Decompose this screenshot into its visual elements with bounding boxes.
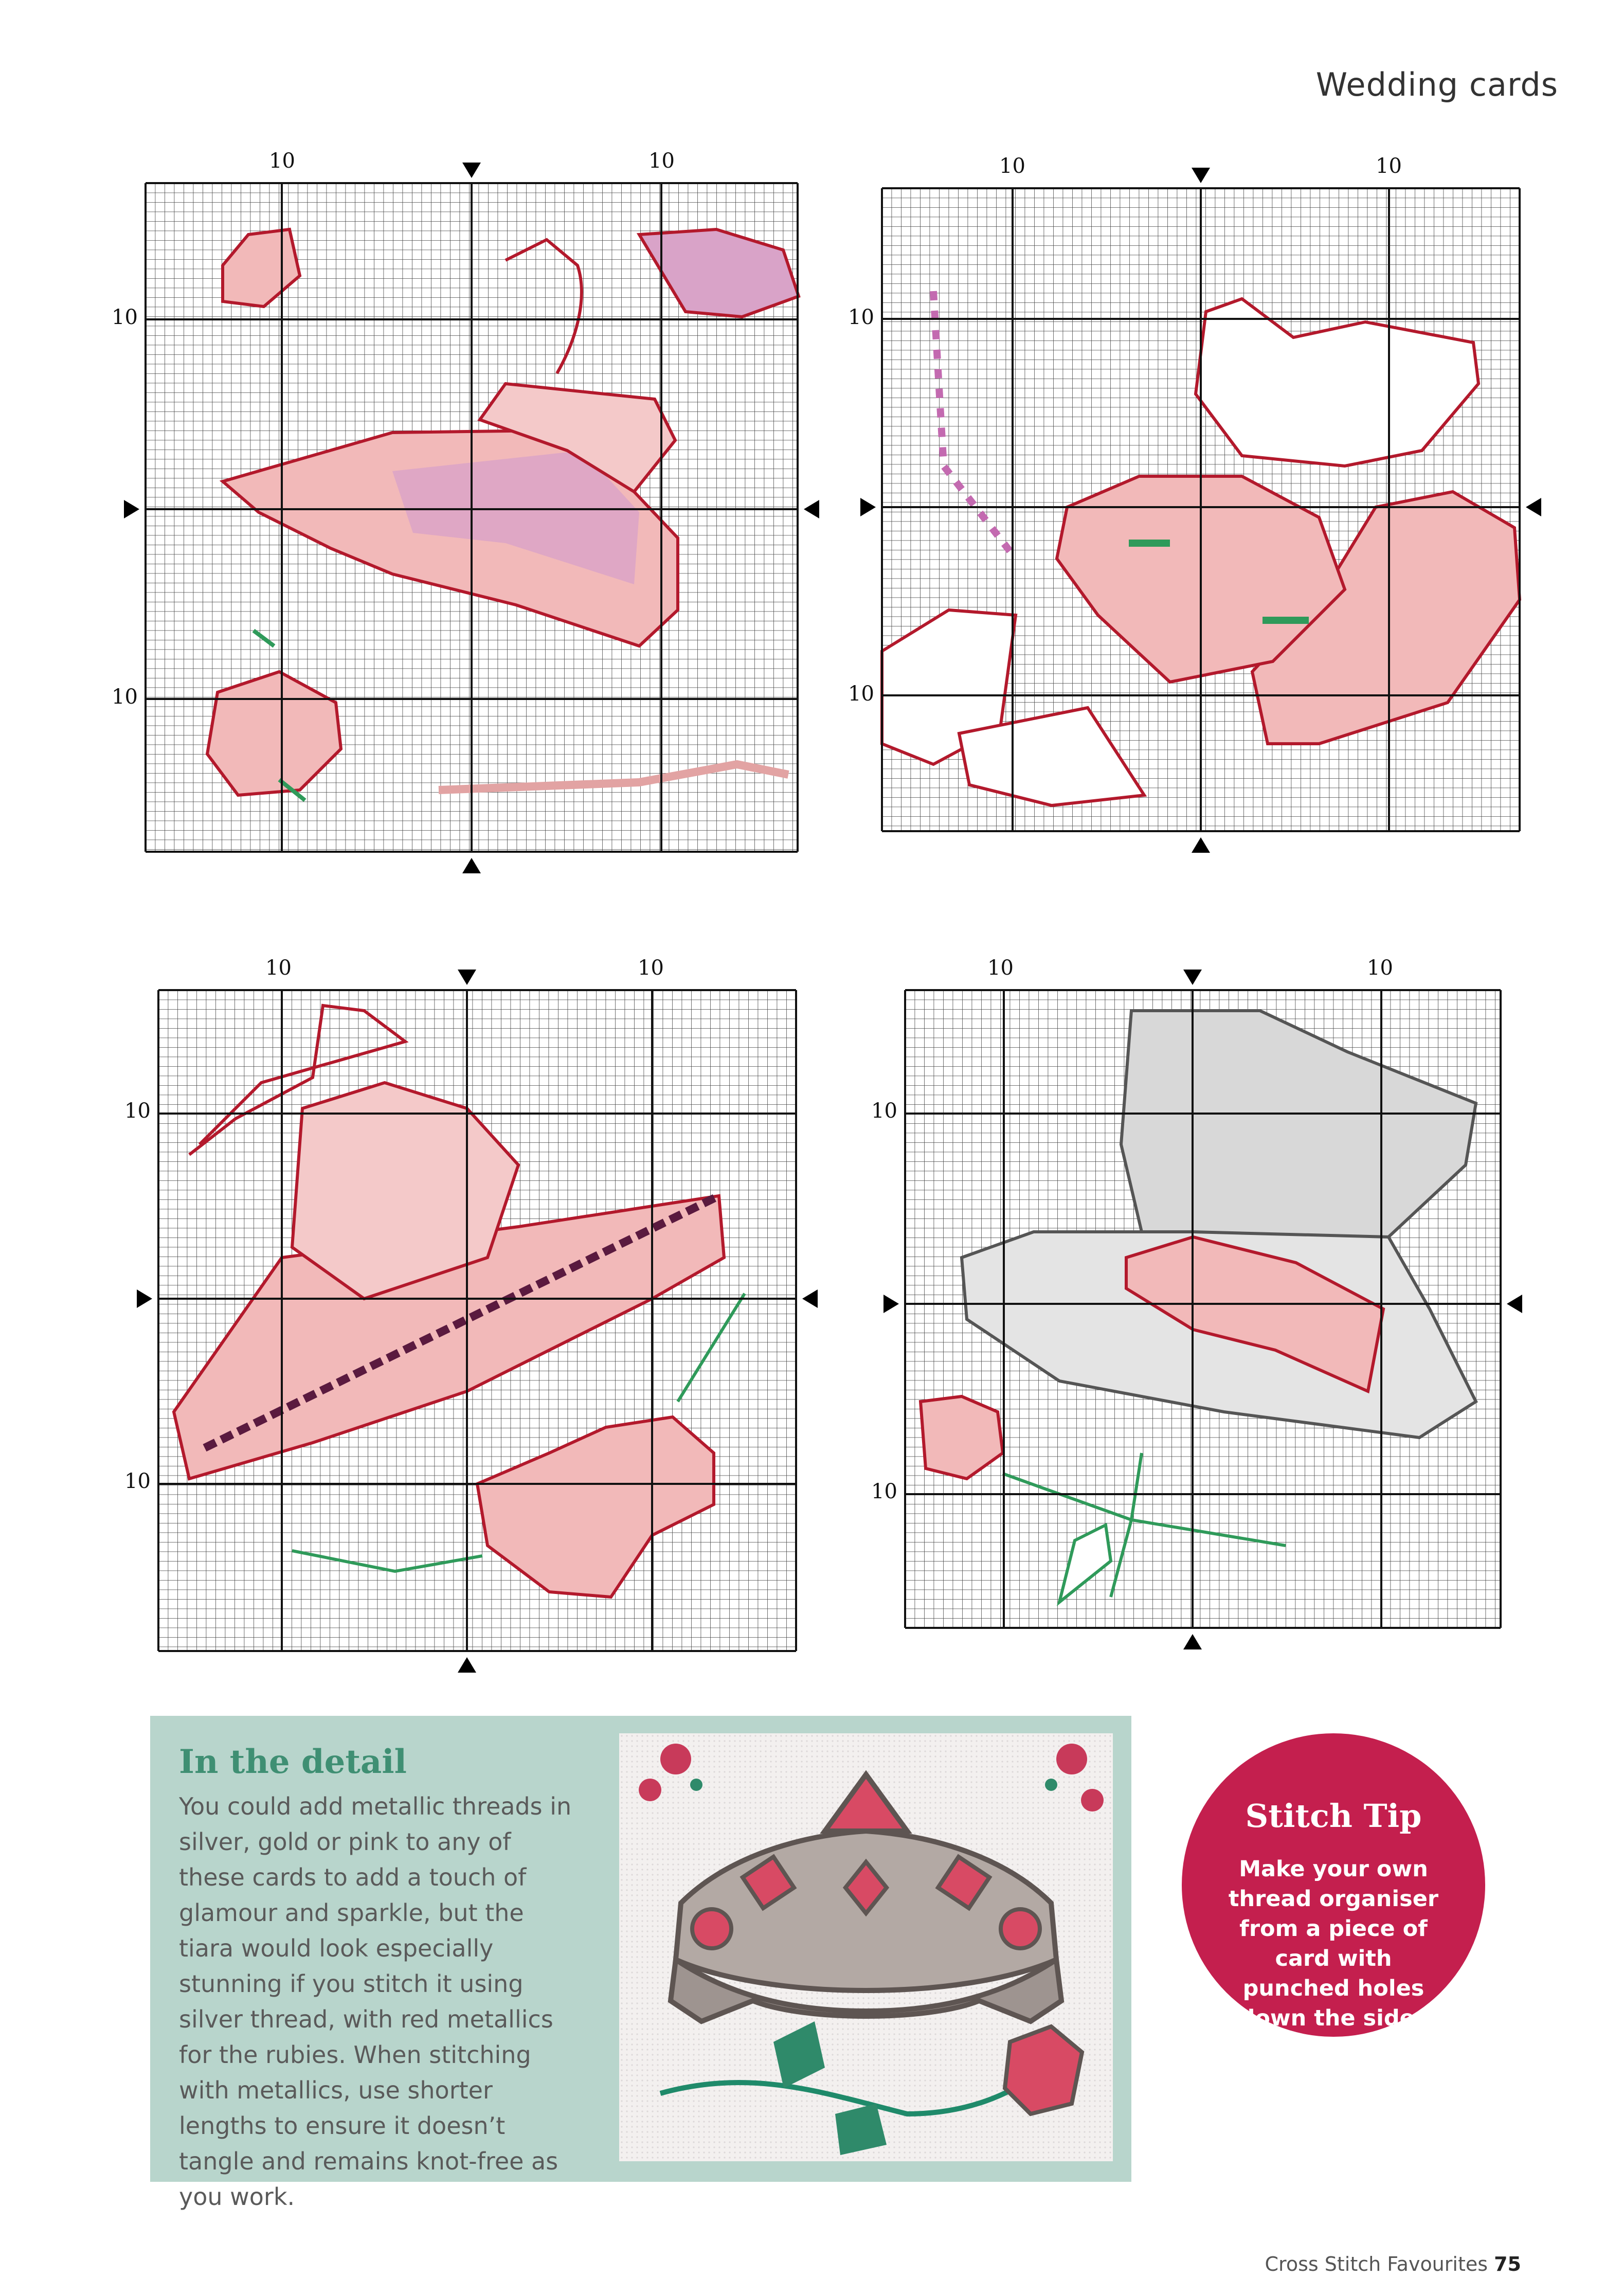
stitch-tip-badge: [1182, 1733, 1485, 2037]
axis-label: 10: [848, 306, 874, 329]
center-marker-bottom: [462, 858, 481, 873]
center-marker-left: [883, 1295, 899, 1313]
page-number: 75: [1494, 2253, 1521, 2275]
chart-grid: [158, 990, 796, 1651]
axis-label: 10: [124, 1469, 151, 1493]
chart-grid: [146, 183, 798, 852]
tip-title: Stitch Tip: [1245, 1797, 1422, 1835]
axis-label: 10: [848, 682, 874, 706]
tiara-photo: [619, 1733, 1113, 2161]
ruby: [692, 1909, 731, 1948]
axis-label: 10: [265, 956, 292, 980]
center-marker-top: [462, 163, 481, 178]
center-marker-left: [124, 500, 139, 518]
magazine-name: Cross Stitch Favourites: [1265, 2253, 1494, 2275]
axis-label: 10: [124, 1099, 151, 1123]
tiara-illustration: [619, 1733, 1113, 2161]
chart-grid: [882, 188, 1520, 831]
center-marker-left: [860, 498, 876, 516]
axis-label: 10: [1367, 956, 1393, 980]
center-marker-top: [1192, 168, 1210, 183]
axis-label: 10: [871, 1099, 897, 1123]
center-marker-right: [802, 1289, 818, 1308]
detail-title: In the detail: [179, 1743, 407, 1781]
tip-body: Make your own thread organiser from a piece of card with punched holes down the sides: [1228, 1856, 1439, 2031]
axis-label: 10: [638, 956, 664, 980]
chart-grid: [905, 990, 1501, 1628]
ruby: [1001, 1909, 1040, 1948]
center-marker-right: [804, 500, 819, 518]
section-title: Wedding cards: [1315, 66, 1558, 103]
chart-top-hat: [871, 956, 1501, 1628]
center-marker-right: [1526, 498, 1541, 516]
center-marker-top: [1183, 970, 1202, 985]
center-marker-bottom: [1183, 1634, 1202, 1649]
center-marker-bottom: [458, 1657, 476, 1673]
axis-label: 10: [648, 149, 675, 173]
axis-label: 10: [1376, 154, 1402, 178]
chart-hat: [124, 956, 796, 1651]
detail-body: You could add metallic threads in silver, gold or pink to any of these cards to add a touch of glamour and sparkle, but the tiara would look especially stunning if you stitch it using silver thread, with red metallics for the rubies. When stitching with metallics, use shorter lengths to ensure it doesn’t tangle and remains knot-free as you work.: [179, 1792, 572, 2211]
chart-hearts: [848, 154, 1520, 831]
axis-label: 10: [999, 154, 1025, 178]
axis-label: 10: [871, 1480, 897, 1503]
axis-label: 10: [112, 306, 138, 329]
center-marker-bottom: [1192, 837, 1210, 853]
center-marker-left: [137, 1289, 152, 1308]
axis-label: 10: [269, 149, 295, 173]
center-marker-right: [1507, 1295, 1522, 1313]
chart-shoe: [112, 149, 798, 852]
detail-panel: [150, 1716, 1131, 2211]
page-footer: [1265, 2253, 1521, 2275]
axis-label: 10: [987, 956, 1014, 980]
axis-label: 10: [112, 685, 138, 709]
center-marker-top: [458, 970, 476, 985]
